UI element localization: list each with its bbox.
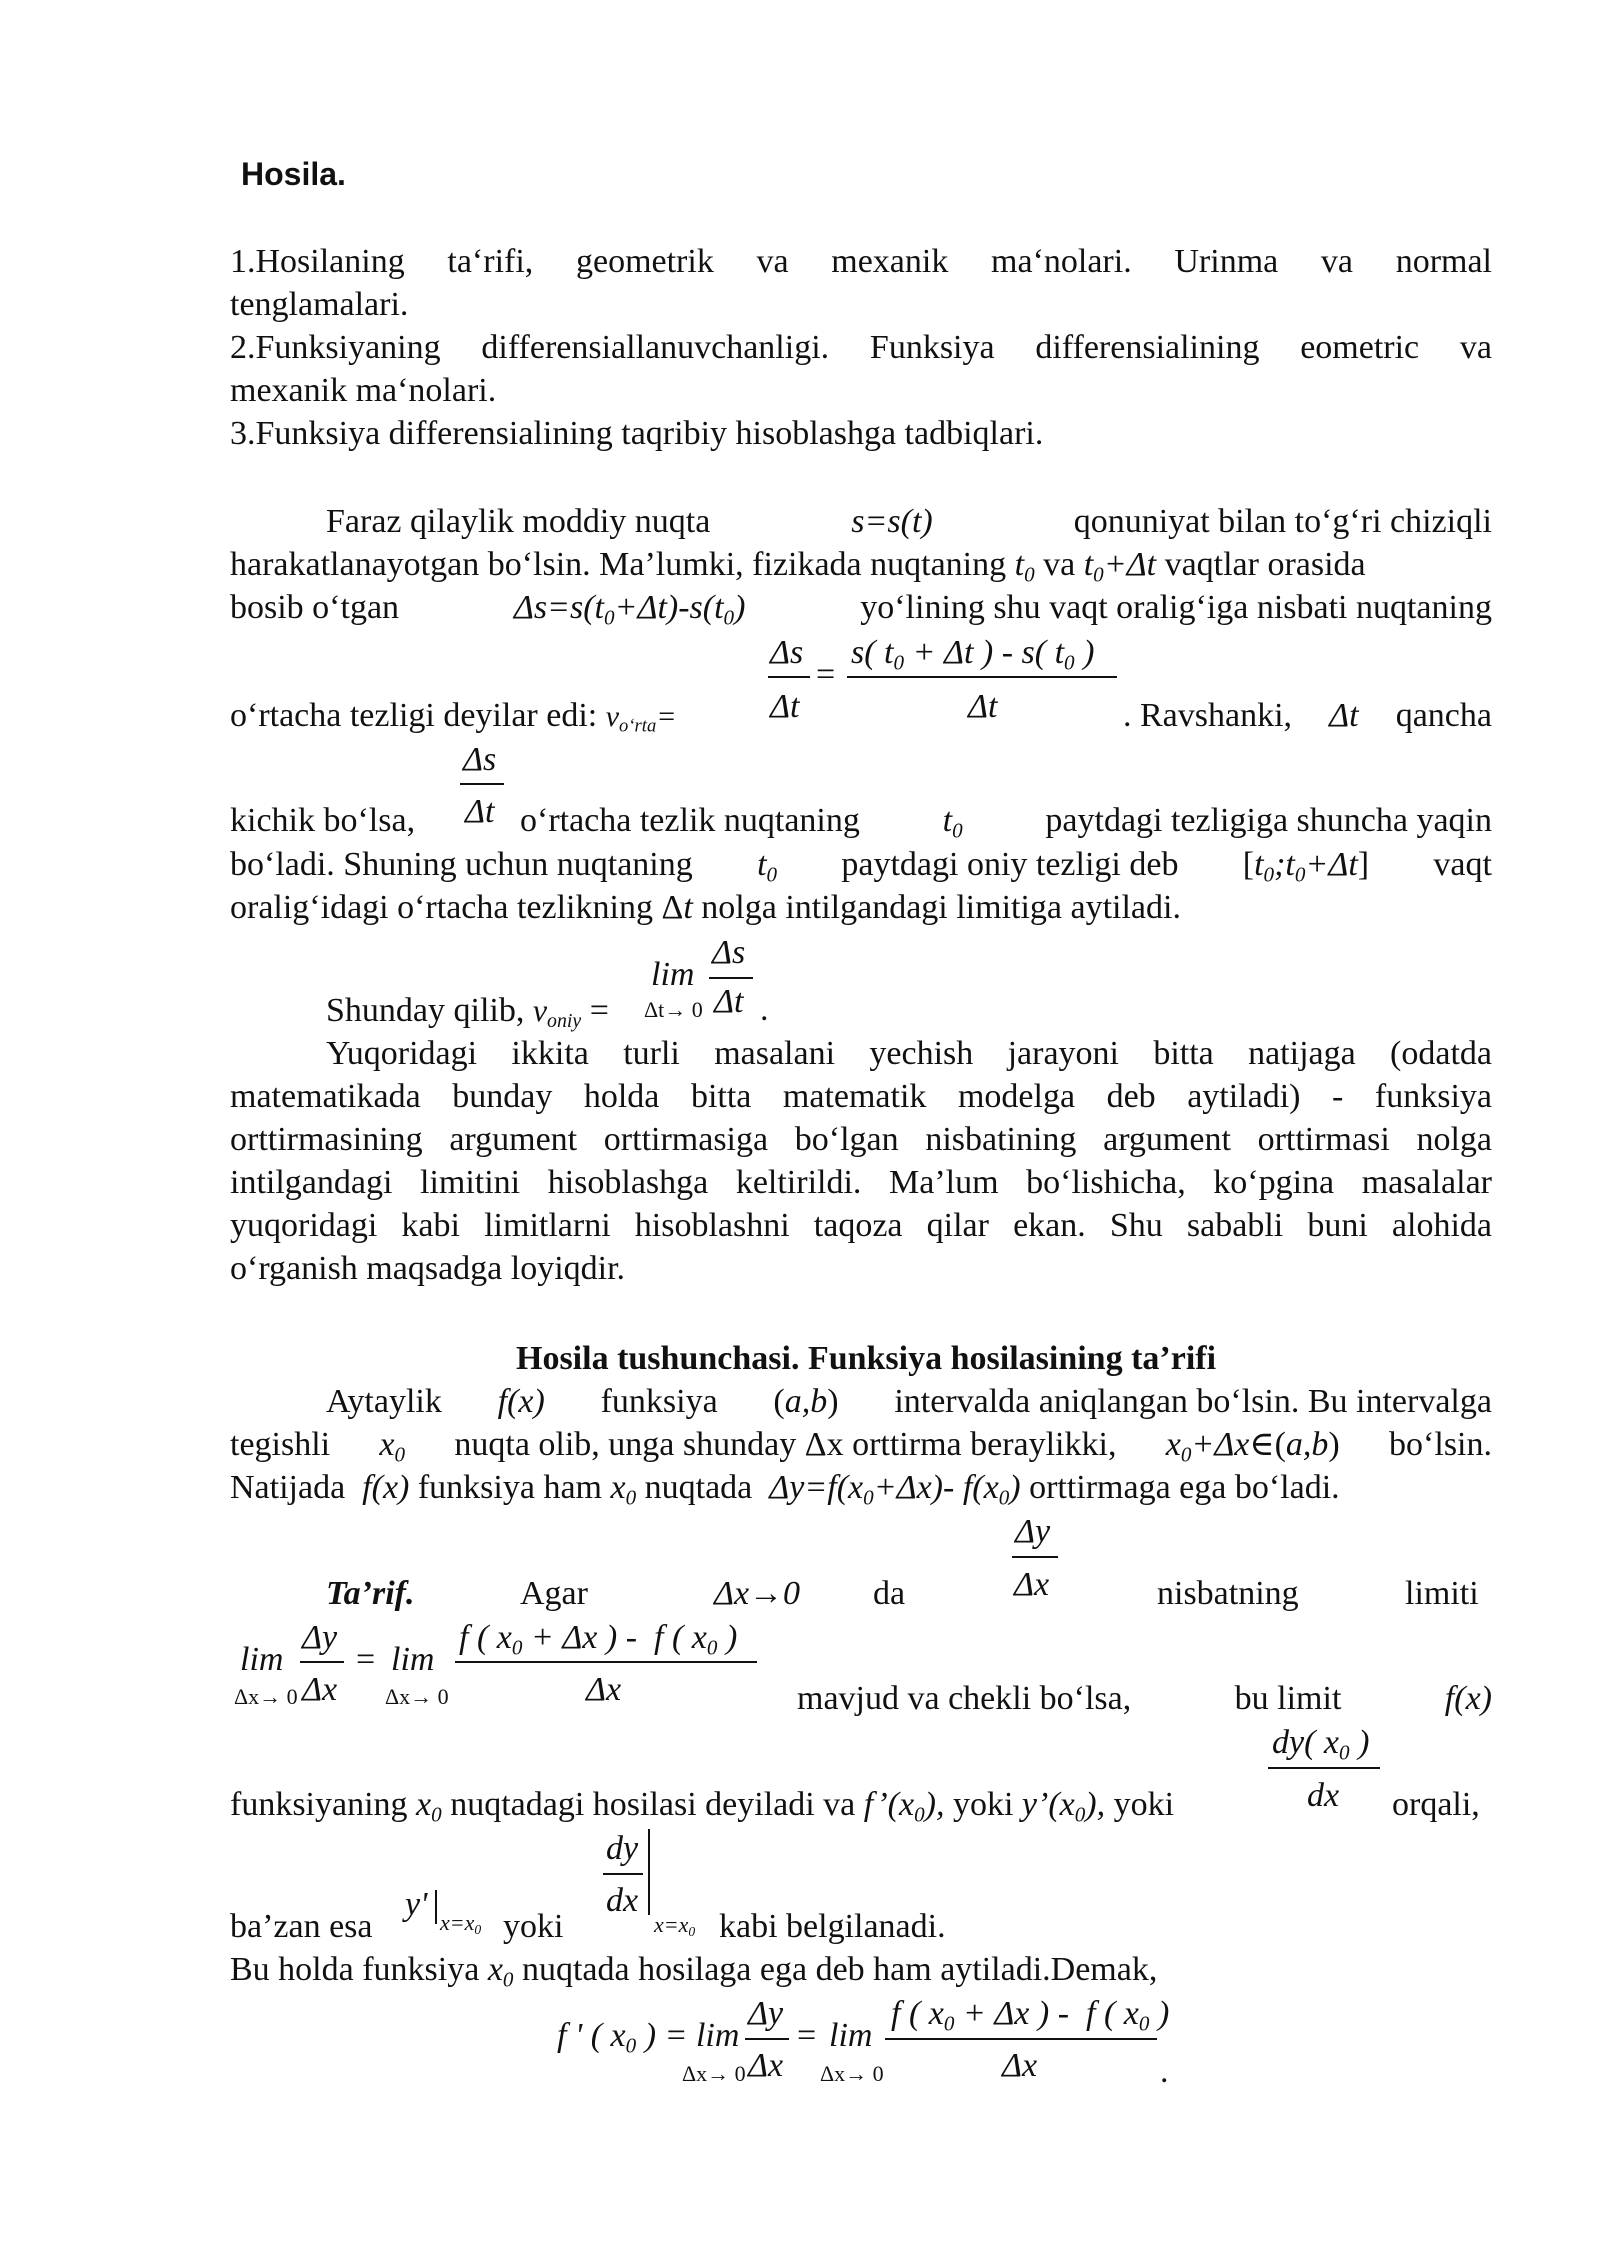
dx-den: dx <box>606 1882 639 1919</box>
text: bosib o‘tgan <box>230 589 400 626</box>
text: Aytaylik <box>326 1383 442 1420</box>
final-formula: f ' ( $x_0$ ) = lim <box>557 2017 740 2058</box>
toc-item-2: 2.Funksiyaning differensiallanuvchanligi. Funksiya differensialining eometric va <box>230 329 1492 366</box>
def-orqali: orqali, <box>1392 1786 1480 1823</box>
para1-line2: harakatlanayotgan bo‘lsin. Ma’lumki, fizikada nuqtaning $t_0$ va $t_0+\Delta t$ vaqtlar orasida <box>230 546 1366 587</box>
frac-ds: Δs <box>770 634 804 671</box>
para2-line3: orttirmasining argument orttirmasiga bo‘lgan nisbatining argument orttirmasi nolga <box>230 1121 1492 1158</box>
text: vaqtlar orasida <box>1164 546 1366 583</box>
toc-item-1: 1.Hosilaning ta‘rifi, geometrik va mexanik ma‘nolari. Urinma va normal <box>230 243 1492 280</box>
text: funksiyaning <box>230 1786 408 1823</box>
para3-line1: Aytaylik f(x) funksiya (a,b) intervalda aniqlangan bo‘lsin. Bu intervalga <box>326 1383 1492 1420</box>
def-frac-den: Δx <box>1014 1566 1050 1603</box>
para1-line3 <box>230 588 1492 628</box>
frac-lim-den: Δt <box>714 983 744 1020</box>
text: ba’zan esa <box>230 1908 373 1945</box>
frac-den: Δt <box>968 688 998 725</box>
para3-line3: Natijada f(x) funksiya ham $x_0$ nuqtada $\Delta y=f(x_0+\Delta x)-$ $f(x_0)$ orttirmaga ega bo‘ladi. <box>230 1469 1340 1510</box>
text: mavjud va chekli bo‘lsa, <box>797 1680 1132 1717</box>
section-title: Hosila tushunchasi. Funksiya hosilasining ta’rifi <box>516 1340 1217 1377</box>
document-page: Hosila. 1.Hosilaning ta‘rifi, geometrik va mexanik ma‘nolari. Urinma va normal tenglamalari. 2.Funksiyaning differensiallanuvchanligi. Funksiya differensialining eometric va mexanik ma‘nolari. 3.Funksiya differensialining taqribiy hisoblashga tadbiqlari. Faraz qilaylik moddiy nuqta s=s(t) qonuniyat bilan to‘g‘ri chiziqli harakatlanayotgan bo‘lsin. Ma’lumki, fizikada nuqtaning $t_0$ va $t_0+\Delta t$ vaqtlar orasida bosib o‘tgan $\Delta s=s(t_0+\Delta t)-s(t_0)$ yo‘lining shu vaqt oralig‘iga nisbati nuqtaning Δs Δt = s( $t_0 + \Delta t$ ) - s( $t_0$ ) Δt o‘rtacha tezligi deyilar edi: $v_{o‘rta}=$ . Ravshanki, Δt qancha Δs Δt kichik bo‘lsa, o‘rtacha tezlik nuqtaning $t_0$ paytdagi tezligiga shuncha yaqin bo‘ladi. Shuning uchun nuqtaning $t_0$ paytdagi oniy tezligi deb $[t_0;t_0+\Delta t]$ vaqt oralig‘idagi o‘rtacha tezlikning Δt nolga intilgandagi limitiga aytiladi. Δs lim Shunday qilib, $v_{oniy}$ = Δt→ 0 Δt . Yuqoridagi ikkita turli masalani yechish jarayoni bitta natijaga (odatda matematikada bunday holda bitta matematik modelga deb aytiladi) - funksiya orttirmasining argument orttirmasiga bo‘lgan nisbatining argument orttirmasi nolga intilgandagi limitini hisoblashga keltirildi. Ma’lum bo‘lishicha, ko‘pgina masalalar yuqoridagi kabi limitlarni hisoblashni taqoza qilar ekan. Shu sababli buni alohida o‘rganish maqsadga loyiqdir. Hosila tushunchasi. Funksiya hosilasining ta’rifi Aytaylik f(x) funksiya (a,b) intervalda aniqlangan bo‘lsin. Bu intervalga tegishli $x_0$ nuqta olib, unga shunday Δx orttirma beraylikki, $x_0+\Delta x\in(a,b)$ bo‘lsin. Natijada f(x) funksiya ham $x_0$ nuqtada $\Delta y=f(x_0+\Delta x)-$ $f(x_0)$ orttirmaga ega bo‘ladi. Δy Δx Ta’rif. Agar Δx→0 da nisbatning limiti lim Δx→ 0 Δy Δx = lim Δx→ 0 f ( $x_0 + \Delta x$ ) - f ( $x_0$ ) Δx mavjud va chekli bo‘lsa, bu limit f(x) dy( $x_0$ ) dx funksiyaning $x_0$ nuqtadagi hosilasi deyiladi va $f’(x_0)$, yoki $y’(x_0)$, yoki orqali, dy dx $x=x_0$ ba’zan esa y' $x=x_0$ yoki kabi belgilanadi. Bu holda funksiya $x_0$ nuqtada hosilaga ega deb ham aytiladi.Demak, f ' ( $x_0$ ) = lim Δx→ 0 Δy Δx = lim Δx→ 0 f ( $x_0 + \Delta x$ ) - f ( $x_0$ ) Δx . <box>230 156 1492 2090</box>
text: orttirmaga ega bo‘ladi. <box>1029 1469 1340 1506</box>
toc-item-1-cont: tenglamalari. <box>230 286 409 323</box>
text: bu limit <box>1234 1680 1342 1717</box>
lim-text: lim <box>651 956 695 993</box>
def-line5: Bu holda funksiya $x_0$ nuqtada hosilaga ega deb ham aytiladi.Demak, <box>230 1951 1158 1992</box>
text: qancha <box>1395 697 1492 734</box>
y-prime: y' <box>405 1886 428 1923</box>
frac-small-den: Δt <box>465 793 495 830</box>
page-title: Hosila. <box>241 156 346 192</box>
text: nuqtada hosilaga ega deb ham aytiladi.Demak, <box>521 1951 1158 1988</box>
def-line2: mavjud va chekli bo‘lsa, bu limit f(x) <box>797 1680 1492 1717</box>
para1-line5: o‘rtacha tezlik nuqtaning $t_0$ paytdagi tezligiga shuncha yaqin <box>520 802 1492 843</box>
def-nisbatning: nisbatning <box>1157 1575 1299 1612</box>
text: . Ravshanki, <box>1123 697 1293 734</box>
text: harakatlanayotgan bo‘lsin. Ma’lumki, fizikada nuqtaning <box>230 546 1007 583</box>
def-frac-num: Δy <box>1015 1513 1051 1550</box>
text: o‘rtacha tezlik nuqtaning <box>520 802 860 839</box>
text: oralig‘idagi o‘rtacha tezlikning <box>230 889 653 926</box>
para3-line2: tegishli $x_0$ nuqta olib, unga shunday Δx orttirma beraylikki, $x_0+\Delta x\in(a,b)$ bo‘lsin. <box>230 1426 1492 1467</box>
para1-line4-end: . Ravshanki, Δt qancha <box>1123 697 1492 734</box>
para1-line7: oralig‘idagi o‘rtacha tezlikning Δt nolga intilgandagi limitiga aytiladi. <box>230 889 1181 926</box>
para1-line1 <box>326 502 1492 542</box>
toc-item-3: 3.Funksiya differensialining taqribiy hisoblashga tadbiqlari. <box>230 415 1044 452</box>
text: yoki <box>1113 1786 1175 1823</box>
text: bo‘ladi. Shuning uchun nuqtaning <box>230 846 693 883</box>
def-kabi: kabi belgilanadi. <box>719 1908 946 1945</box>
dy-x0-num: dy( $x_0$ ) <box>1272 1724 1370 1765</box>
def-line4 <box>230 1907 373 1947</box>
frac-num: s( $t_0 + \Delta t$ ) - s( $t_0$ ) <box>851 634 1095 675</box>
def-da: da <box>873 1575 906 1612</box>
frac-lim-num: Δs <box>712 934 746 971</box>
para1-line4: o‘rtacha tezligi deyilar edi: $v_{o‘rta}=$ <box>230 697 677 737</box>
text: Natijada <box>230 1469 346 1506</box>
text: funksiya <box>600 1383 718 1420</box>
text: Bu holda funksiya <box>230 1951 480 1988</box>
text: Shunday qilib, <box>326 992 525 1029</box>
text: tegishli <box>230 1426 331 1463</box>
lim2: lim <box>391 1641 435 1678</box>
para1-line6: bo‘ladi. Shuning uchun nuqtaning $t_0$ paytdagi oniy tezligi deb $[t_0;t_0+\Delta t]$ vaqt <box>230 846 1492 887</box>
dy-num: dy <box>606 1830 639 1867</box>
frac-dt: Δt <box>770 688 800 725</box>
text: vaqt <box>1433 846 1492 883</box>
text: nuqtada <box>644 1469 753 1506</box>
text: yoki <box>952 1786 1014 1823</box>
frac-small-num: Δs <box>463 741 497 778</box>
para2-line1: Yuqoridagi ikkita turli masalani yechish jarayoni bitta natijaga (odatda <box>326 1035 1492 1072</box>
text: nuqta olib, unga shunday Δx orttirma beraylikki, <box>454 1426 1117 1463</box>
para2-line2: matematikada bunday holda bitta matematik modelga deb aytiladi) - funksiya <box>230 1078 1492 1115</box>
def-label: Ta’rif. <box>326 1575 415 1612</box>
text: yo‘lining shu vaqt oralig‘iga nisbati nuqtaning <box>860 589 1492 626</box>
text: qonuniyat bilan to‘g‘ri chiziqli <box>1073 503 1492 540</box>
formula-s: s=s(t) <box>851 503 933 540</box>
text: funksiya ham <box>417 1469 602 1506</box>
text: paytdagi oniy tezligi deb <box>841 846 1179 883</box>
text: o‘rtacha tezligi deyilar edi: <box>230 697 598 734</box>
text: nuqtadagi hosilasi deyiladi va <box>450 1786 856 1823</box>
toc-item-2-cont: mexanik ma‘nolari. <box>230 372 497 409</box>
def-yoki: yoki <box>503 1908 564 1945</box>
text: intervalda aniqlangan bo‘lsin. Bu intervalga <box>894 1383 1492 1420</box>
def-agar: Agar <box>520 1575 588 1612</box>
def-dx-to-zero: Δx→0 <box>714 1575 801 1612</box>
def-limiti: limiti <box>1405 1575 1479 1612</box>
def-line3: funksiyaning $x_0$ nuqtadagi hosilasi deyiladi va $f’(x_0)$, yoki $y’(x_0)$, yoki <box>230 1786 1175 1827</box>
text: nolga intilgandagi limitiga aytiladi. <box>701 889 1181 926</box>
para2-line5: yuqoridagi kabi limitlarni hisoblashni taqoza qilar ekan. Shu sababli buni alohida <box>230 1207 1492 1244</box>
para2-line4: intilgandagi limitini hisoblashga keltirildi. Ma’lum bo‘lishicha, ko‘pgina masalalar <box>230 1164 1492 1201</box>
text: paytdagi tezligiga shuncha yaqin <box>1045 802 1492 839</box>
text: va <box>1043 546 1076 583</box>
para1-line8: Shunday qilib, $v_{oniy}$ = <box>326 992 609 1032</box>
para2-line6: o‘rganish maqsadga loyiqdir. <box>230 1250 626 1287</box>
dy-x0-den: dx <box>1307 1777 1340 1814</box>
lim1: lim <box>240 1641 284 1678</box>
para1-line5a: kichik bo‘lsa, <box>230 802 416 839</box>
text: bo‘lsin. <box>1389 1426 1492 1463</box>
formula-delta-s: $\Delta s=s(t_0+\Delta t)-s(t_0)$ <box>513 589 746 630</box>
text: Faraz qilaylik moddiy nuqta <box>326 503 711 540</box>
lim-sub: Δt→ 0 <box>644 997 703 1022</box>
